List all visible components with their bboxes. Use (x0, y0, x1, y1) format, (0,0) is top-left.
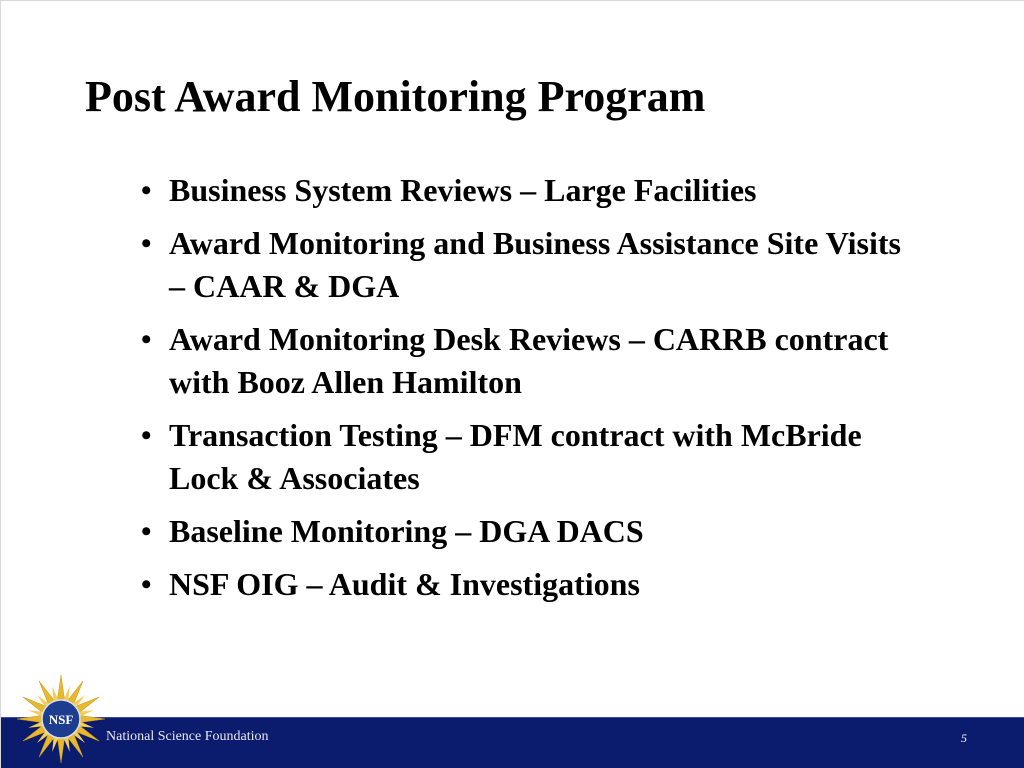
bullet-text: Business System Reviews – Large Facilities (169, 172, 757, 208)
bullet-item (141, 563, 921, 606)
nsf-logo-icon (15, 673, 107, 765)
page-number: 5 (961, 731, 967, 745)
bullet-marker: • (141, 174, 152, 207)
bullet-item (141, 318, 921, 404)
bullet-item (141, 169, 921, 212)
bullet-item (141, 414, 921, 500)
footer-bar (1, 717, 1024, 768)
bullet-text: Award Monitoring Desk Reviews – CARRB contract with Booz Allen Hamilton (169, 321, 889, 400)
bullet-marker: • (141, 568, 152, 601)
bullet-text: NSF OIG – Audit & Investigations (169, 566, 640, 602)
slide-title: Post Award Monitoring Program (85, 72, 706, 121)
bullet-text: Baseline Monitoring – DGA DACS (169, 513, 644, 549)
bullet-item (141, 222, 921, 308)
footer-org-name: National Science Foundation (106, 729, 269, 744)
bullet-list (141, 169, 921, 616)
bullet-marker: • (141, 227, 152, 260)
bullet-item (141, 510, 921, 553)
bullet-marker: • (141, 323, 152, 356)
bullet-text: Award Monitoring and Business Assistance Site Visits – CAAR & DGA (169, 225, 901, 304)
nsf-logo-text: NSF (48, 712, 74, 727)
bullet-marker: • (141, 515, 152, 548)
bullet-text: Transaction Testing – DFM contract with McBride Lock & Associates (169, 417, 862, 496)
bullet-marker: • (141, 419, 152, 452)
